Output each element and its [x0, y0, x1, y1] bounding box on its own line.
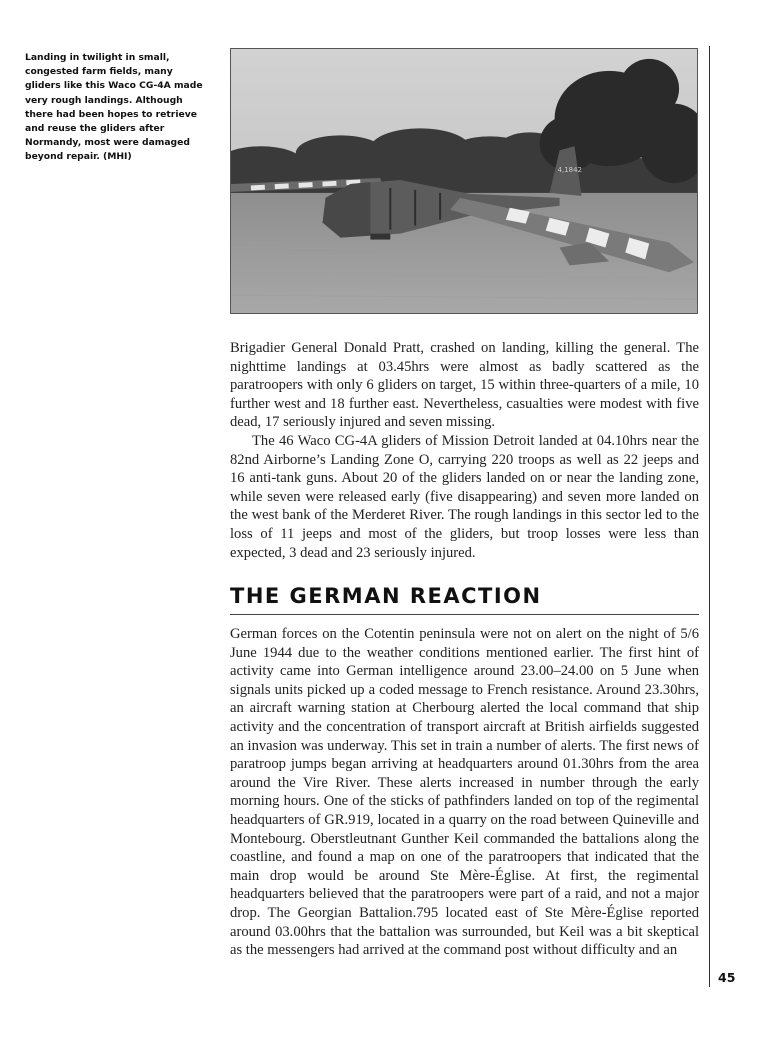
heading-rule	[230, 614, 699, 615]
section1-text	[230, 339, 699, 562]
paragraph: German forces on the Cotentin peninsula were not on alert on the night of 5/6 June 1944 due to the weather conditions mentioned earlier. The first hint of activity came into German intelligence around 23.00–24.00 on 5 June when signals units picked up a coded message to French resistance. Around 23.30hrs, an aircraft warning station at Cherbourg alerted the local command that ship activity and the concentration of transport aircraft at British airfields suggested an invasion was underway. This set in train a number of alerts. The first news of paratroop jumps began arriving at headquarters around 01.30hrs from the area around the Vire River. These alerts increased in number through the early morning hours. One of the sticks of pathfinders landed on top of the regimental headquarters of GR.919, located in a quarry on the road between Quineville and Montebourg. Oberstleutnant Gunther Keil commanded the battalions along the coastline, and found a map on one of the paratroopers that indicated that the main drop would be around Ste Mère-Église. At first, the regimental headquarters believed that the paratroopers were part of a raid, and not a major drop. The Georgian Battalion.795 located east of Ste Mère-Église reported around 03.00hrs that the battalion was surrounded, but Keil was a bit skeptical as the messengers had arrived at the command post without difficulty and an	[230, 626, 699, 959]
vertical-rule	[709, 46, 710, 987]
section2-text	[230, 625, 699, 960]
glider-photo	[230, 48, 698, 314]
page-number: 45	[718, 970, 736, 985]
tail-marking: 4,1842	[557, 166, 582, 175]
photo-caption: Landing in twilight in small, congested farm fields, many gliders like this Waco CG-4A made very rough landings. Although there had been hopes to retrieve and reuse the gliders after Normandy, most were damaged beyond repair. (MHI)	[25, 52, 203, 163]
paragraph: The 46 Waco CG-4A gliders of Mission Detroit landed at 04.10hrs near the 82nd Airborne’s Landing Zone O, carrying 220 troops as well as 22 jeeps and 16 anti-tank guns. About 20 of the gliders landed on or near the landing zone, while seven were released early (five disappearing) and seven more landed on the west bank of the Merderet River. The rough landings in this sector led to the loss of 11 jeeps and most of the gliders, but troop losses were less than expected, 3 dead and 23 seriously injured.	[230, 432, 699, 561]
section-heading: THE GERMAN REACTION	[230, 584, 542, 608]
paragraph: Brigadier General Donald Pratt, crashed on landing, killing the general. The nighttime landings at 03.45hrs were almost as badly scattered as the paratroopers with only 6 gliders on target, 15 within three-quarters of a mile, 10 further west and 18 further east. Nevertheless, casualties were modest with five dead, 17 seriously injured and seven missing.	[230, 340, 699, 431]
